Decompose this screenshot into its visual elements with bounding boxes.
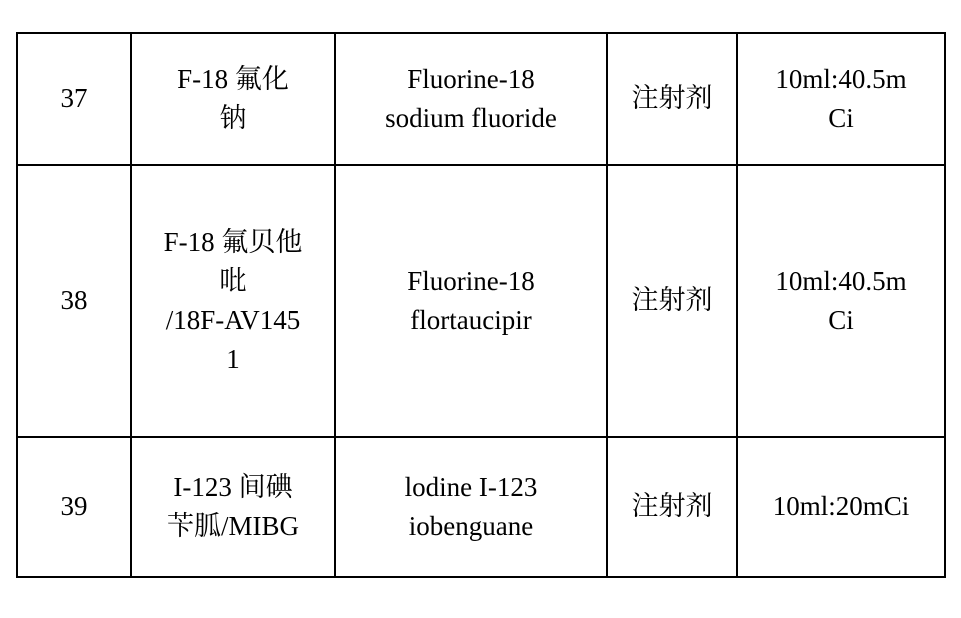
- drug-name-cn: [131, 437, 335, 577]
- drug-name-cn-line: I-123 间碘: [173, 471, 293, 502]
- drug-name-en-line: flortaucipir: [410, 305, 532, 335]
- drug-name-cn-line: 1: [226, 344, 240, 375]
- row-index: 37: [17, 33, 131, 165]
- table-row: [17, 437, 945, 577]
- specification: [737, 165, 945, 437]
- table-row: [17, 165, 945, 437]
- specification: 10ml:20mCi: [737, 437, 945, 577]
- dosage-form: 注射剂: [607, 33, 737, 165]
- drug-name-cn-line: 钠: [219, 103, 247, 133]
- drug-list-table: [16, 32, 946, 578]
- specification-line: Ci: [828, 305, 854, 335]
- dosage-form: 注射剂: [607, 165, 737, 437]
- drug-name-cn-line: /18F-AV145: [165, 305, 301, 335]
- drug-name-en-line: Fluorine-18: [407, 63, 535, 94]
- specification-line: 10ml:40.5m: [775, 63, 907, 94]
- drug-name-en-line: Fluorine-18: [407, 265, 535, 296]
- drug-name-en-line: sodium fluoride: [385, 103, 557, 133]
- drug-name-cn-line: F-18 氟化: [177, 63, 289, 94]
- specification-line: 10ml:40.5m: [775, 265, 907, 296]
- table-row: [17, 33, 945, 165]
- drug-name-en: [335, 437, 607, 577]
- drug-name-en: [335, 33, 607, 165]
- dosage-form: 注射剂: [607, 437, 737, 577]
- drug-name-cn-line: 苄胍/MIBG: [166, 511, 299, 541]
- drug-name-en-line: iobenguane: [408, 511, 534, 541]
- drug-name-cn: [131, 33, 335, 165]
- drug-name-en-line: lodine I-123: [404, 471, 538, 502]
- row-index: 38: [17, 165, 131, 437]
- drug-name-cn-line: F-18 氟贝他: [163, 226, 303, 257]
- drug-name-cn-line: 吡: [219, 265, 247, 296]
- specification: [737, 33, 945, 165]
- specification-line: Ci: [828, 103, 854, 133]
- drug-name-cn: [131, 165, 335, 437]
- row-index: 39: [17, 437, 131, 577]
- drug-name-en: [335, 165, 607, 437]
